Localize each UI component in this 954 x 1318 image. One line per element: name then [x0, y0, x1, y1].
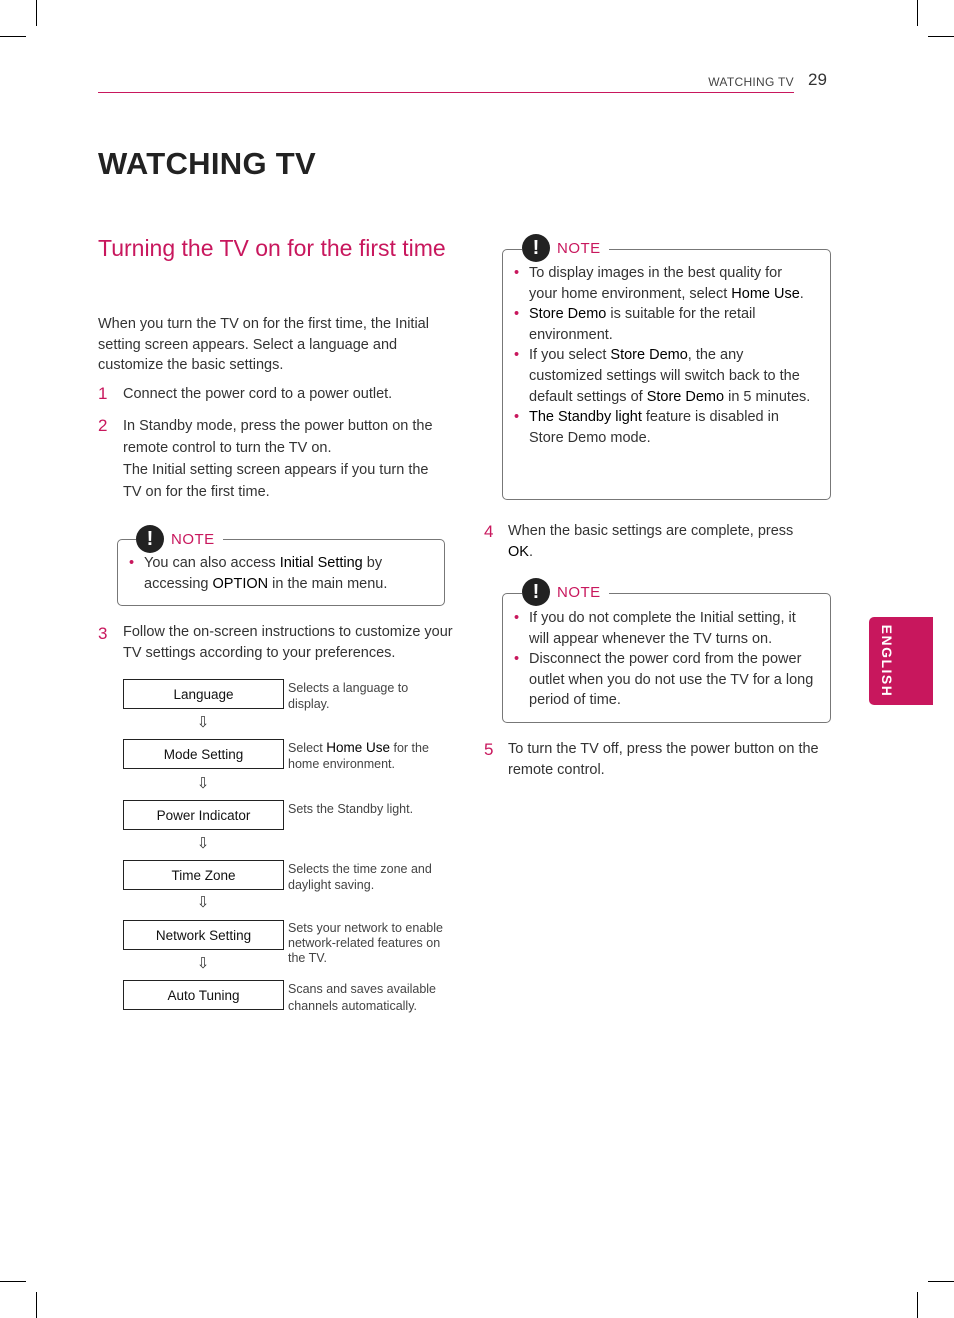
crop-mark: [36, 1292, 37, 1318]
header-rule: [98, 92, 794, 93]
note-item: • Store Demo is suitable for the retail environment.: [514, 306, 756, 343]
crop-mark: [36, 0, 37, 26]
flow-box-time-zone: Time Zone: [123, 860, 284, 890]
exclamation-icon: !: [522, 234, 550, 262]
flow-desc: Select Home Use for the home environment.: [288, 740, 429, 771]
flow-desc: Sets the Standby light.: [288, 802, 414, 816]
page-title: WATCHING TV: [98, 146, 316, 181]
step-number: 2: [98, 416, 108, 435]
flow-desc: Sets your network to enable network-related features on the TV.: [288, 921, 443, 965]
step-number: 5: [484, 740, 494, 759]
bullet-icon: •: [514, 347, 520, 364]
step-text: To turn the TV off, press the power button on the remote control.: [508, 741, 819, 778]
step-text-line: The Initial setting screen appears if you turn the TV on for the first time.: [123, 462, 429, 500]
note-item: • To display images in the best quality for your home environment, select Home Use.: [514, 265, 804, 302]
step-number: 4: [484, 522, 494, 541]
step-text: When the basic settings are complete, press OK.: [508, 523, 794, 560]
note-list: [514, 608, 819, 711]
crop-mark: [0, 1281, 26, 1282]
bullet-icon: •: [514, 651, 520, 668]
flow-desc: Scans and saves available channels automatically.: [288, 982, 437, 1013]
note-item: • Disconnect the power cord from the power outlet when you do not use the TV for a long period of time.: [514, 651, 814, 709]
note-label: NOTE: [557, 239, 601, 257]
down-arrow-icon: ⇩: [196, 835, 210, 852]
intro-paragraph: When you turn the TV on for the first time, the Initial setting screen appears. Select a language and customize the basic settings.: [98, 316, 429, 373]
down-arrow-icon: ⇩: [196, 775, 210, 792]
flow-box-auto-tuning: Auto Tuning: [123, 980, 284, 1010]
note-list: [514, 263, 814, 448]
flow-box-power-indicator: Power Indicator: [123, 800, 284, 830]
bullet-icon: •: [514, 610, 520, 626]
section-title: Turning the TV on for the first time: [98, 235, 446, 261]
flow-box-language: Language: [123, 679, 284, 709]
bullet-icon: •: [514, 409, 520, 426]
page-number: 29: [808, 70, 827, 89]
step-number: 3: [98, 624, 108, 643]
note-list: [129, 553, 429, 594]
down-arrow-icon: ⇩: [196, 714, 210, 731]
step-text: Follow the on-screen instructions to customize your TV settings according to your preferences.: [123, 624, 453, 661]
note-item: • The Standby light feature is disabled in Store Demo mode.: [514, 409, 779, 446]
flow-box-mode-setting: Mode Setting: [123, 739, 284, 769]
language-tab: [869, 617, 933, 705]
crop-mark: [928, 36, 954, 37]
bullet-icon: •: [514, 306, 520, 323]
running-header: WATCHING TV: [708, 75, 794, 89]
note-item: • If you do not complete the Initial setting, it will appear whenever the TV turns on.: [514, 610, 796, 647]
crop-mark: [928, 1281, 954, 1282]
bullet-icon: •: [514, 265, 520, 281]
down-arrow-icon: ⇩: [196, 955, 210, 972]
step-number: 1: [98, 384, 108, 403]
step-text-line: In Standby mode, press the power button on the remote control to turn the TV on.: [123, 418, 433, 456]
exclamation-icon: !: [522, 578, 550, 606]
exclamation-icon: !: [136, 525, 164, 553]
note-label: NOTE: [171, 530, 215, 548]
language-tab-label: ENGLISH: [879, 624, 895, 698]
down-arrow-icon: ⇩: [196, 894, 210, 911]
step-text: Connect the power cord to a power outlet.: [123, 386, 393, 402]
note-item: • You can also access Initial Setting by accessing OPTION in the main menu.: [129, 555, 388, 592]
crop-mark: [917, 1292, 918, 1318]
flow-desc: Selects a language to display.: [288, 681, 409, 711]
note-header: [136, 525, 223, 553]
note-label: NOTE: [557, 583, 601, 601]
flow-box-network-setting: Network Setting: [123, 920, 284, 950]
crop-mark: [917, 0, 918, 26]
crop-mark: [0, 36, 26, 37]
note-header: [522, 234, 609, 262]
step-text: [123, 415, 445, 503]
flow-desc: Selects the time zone and daylight saving.: [288, 862, 432, 892]
bullet-icon: •: [129, 555, 135, 571]
note-item: • If you select Store Demo, the any customized settings will switch back to the default settings of Store Demo in 5 minutes.: [514, 347, 811, 405]
note-header: [522, 578, 609, 606]
